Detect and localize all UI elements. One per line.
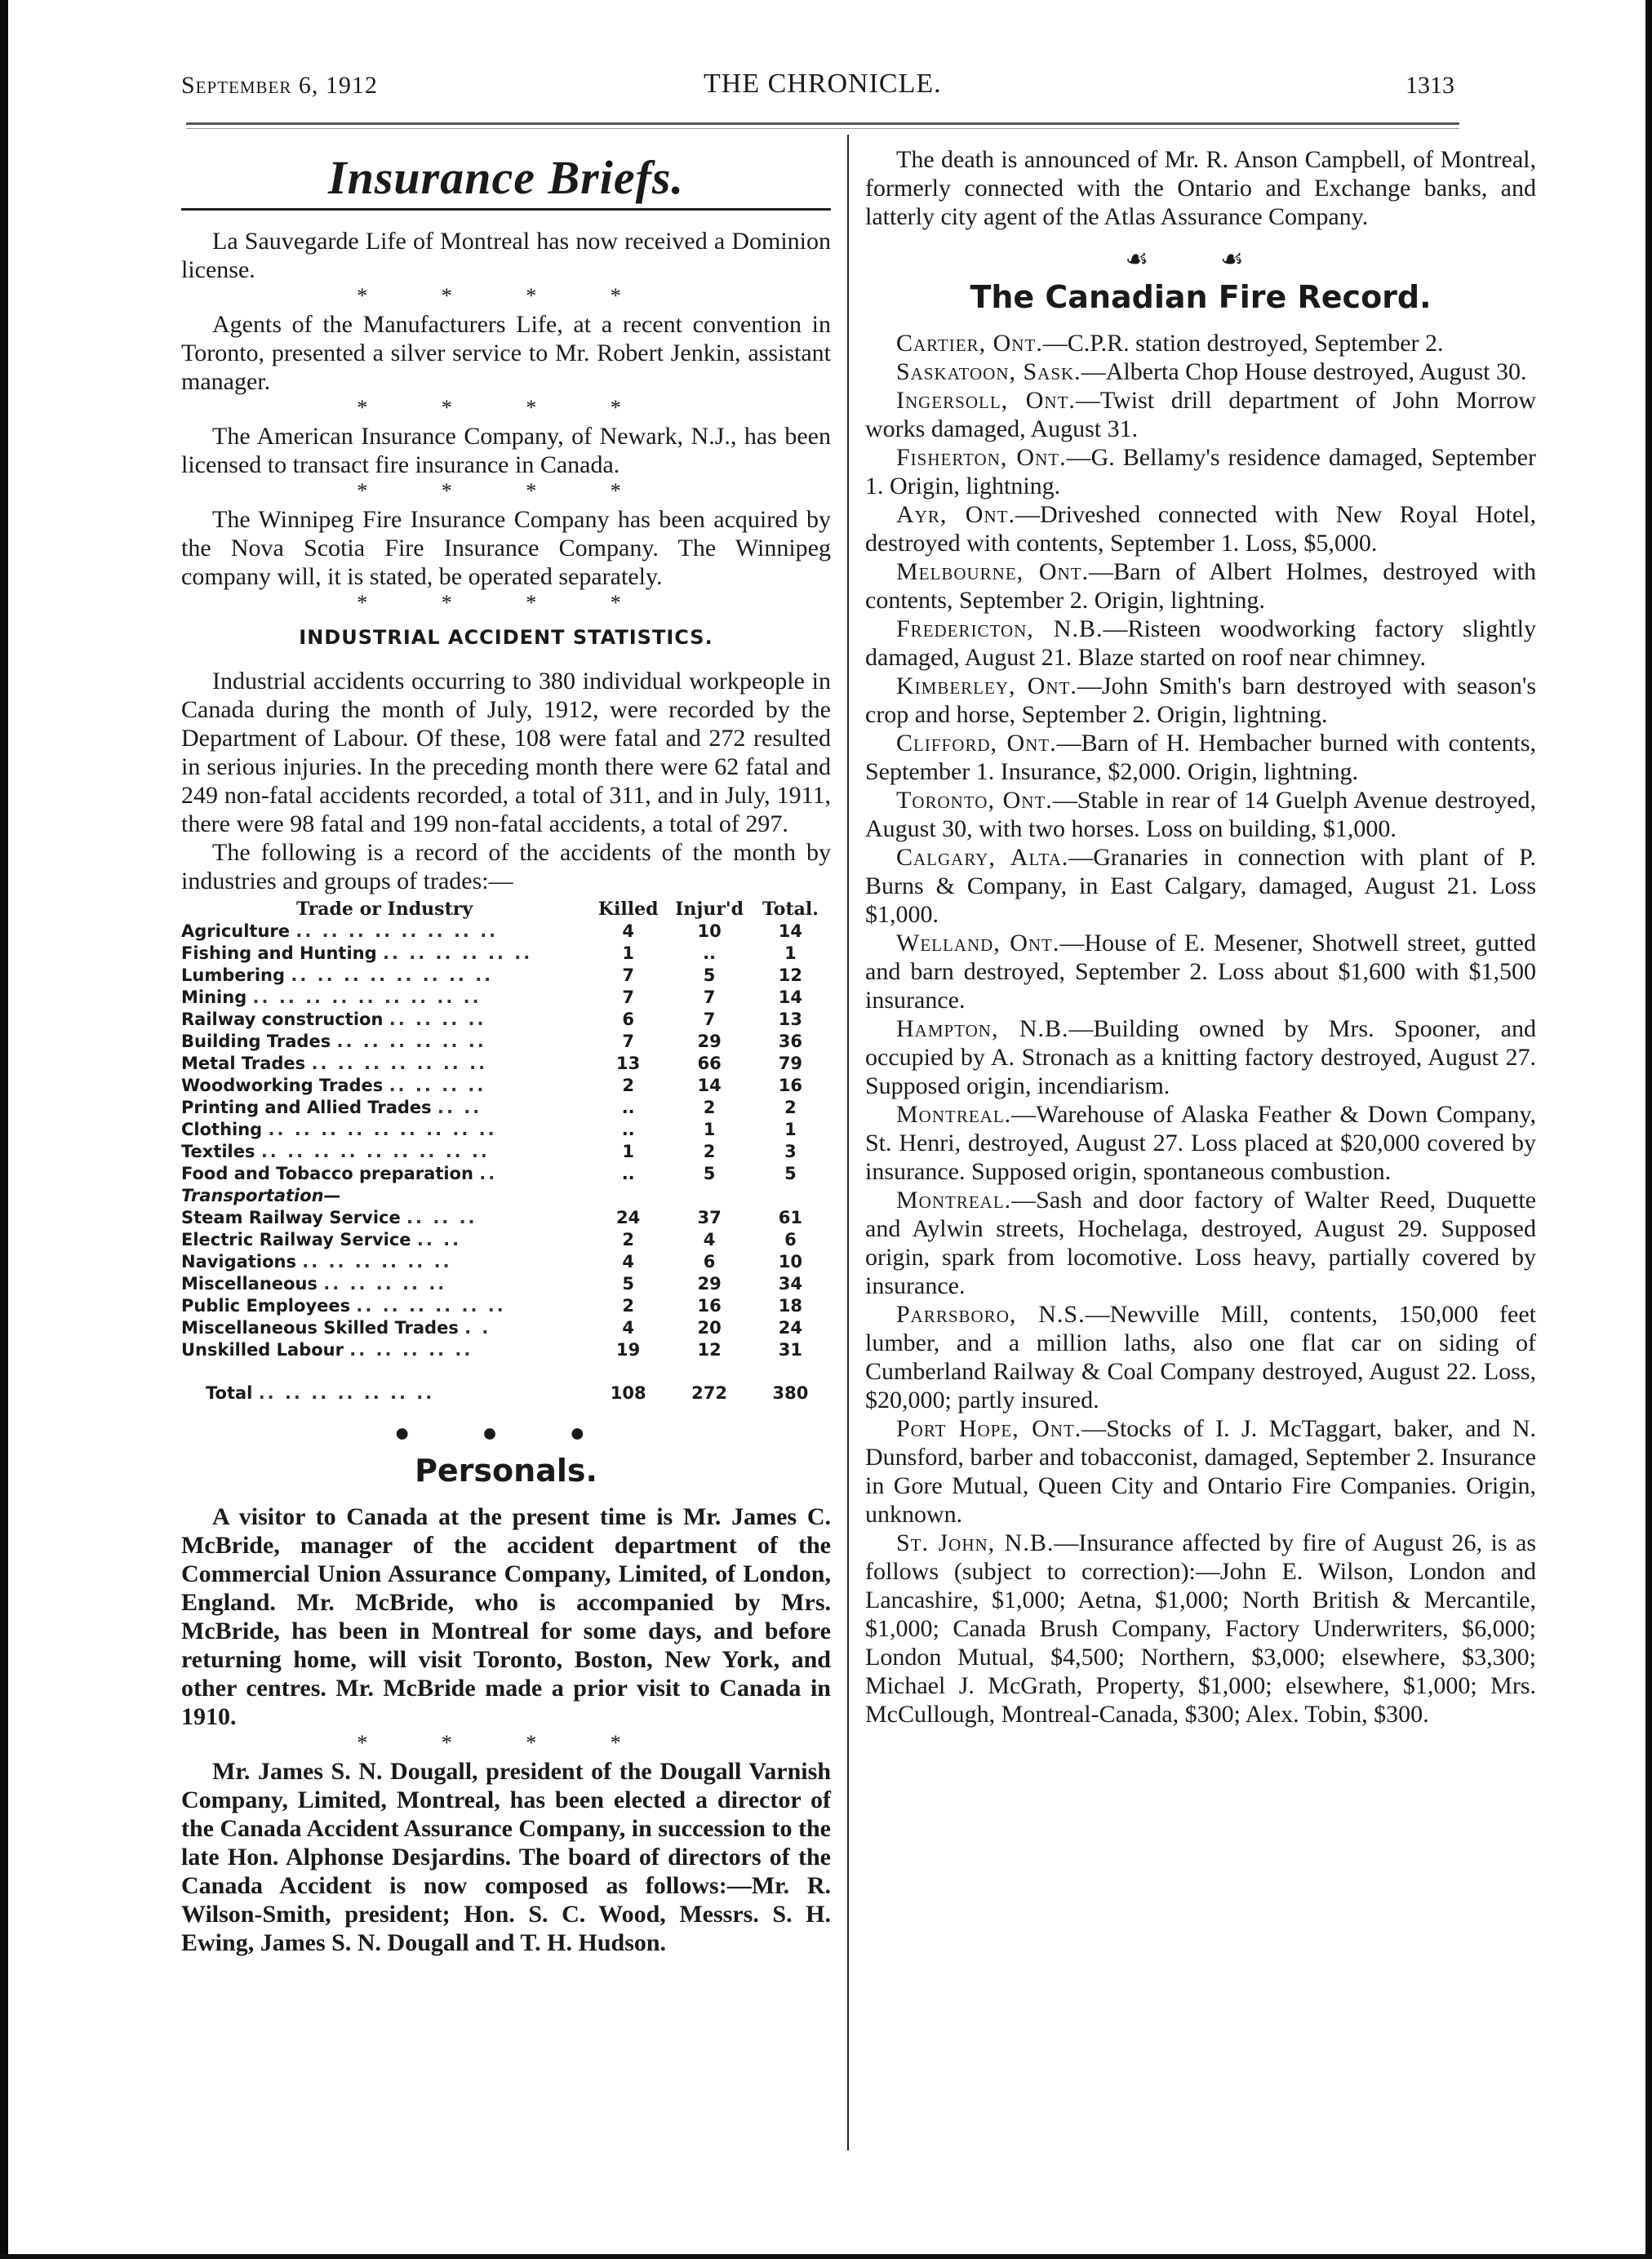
- left-column: [181, 151, 831, 1957]
- fire-entry: [865, 557, 1536, 615]
- table-row: [181, 1229, 831, 1251]
- personals-section: [181, 1502, 831, 1957]
- trade-cell: Unskilled Labour .. .. .. .. ..: [181, 1340, 473, 1360]
- injured-cell: 66: [697, 1054, 722, 1073]
- fire-entry: [865, 1300, 1536, 1414]
- total-cell: 36: [778, 1032, 803, 1051]
- fire-entry-text: —C.P.R. station destroyed, September 2.: [1042, 330, 1444, 357]
- table-row: [181, 1273, 831, 1295]
- separator-stars: * * * *: [357, 591, 655, 615]
- killed-cell: 7: [622, 965, 634, 985]
- fire-entry-text: —Newville Mill, contents, 150,000 feet lumber, and a million laths, also one flat car on siding of Cumberland Railway & Coal Company destroyed, August 22. Loss, $20,000; partly insured.: [865, 1301, 1536, 1414]
- scan-edge-left: [0, 0, 8, 2259]
- killed-cell: [588, 1185, 668, 1207]
- total-cell: 24: [778, 1318, 803, 1338]
- fire-entry-text: —House of E. Mesener, Shotwell street, gutted and barn destroyed, September 2. Loss about $1,600 with $1,500 insurance.: [865, 930, 1537, 1014]
- fire-entry-text: —Insurance affected by fire of August 26, is as follows (subject to correction):—John E. Wilson, London and Lancashire, $1,000; Aetna, $1,000; North British & Mercantile, $1,000; Canada Brush Company, Factory Underwriters, $6,000; London Mutual, $4,500; Northern, $3,000; elsewhere, $3,300; Michael J. McGrath, Property, $1,000; elsewhere, $1,000; Mrs. McCullough, Montreal-Canada, $300; Alex. Tobin, $300.: [865, 1529, 1537, 1728]
- column-header: Total.: [762, 899, 819, 920]
- table-row: [181, 987, 831, 1009]
- injured-cell: [668, 1185, 750, 1207]
- table-row: [181, 1317, 831, 1339]
- personal-item: Mr. James S. N. Dougall, president of the Dougall Varnish Company, Limited, Montreal, has been elected a director of the Canada Accident Assurance Company, in succession to the late Hon. Alphonse Desjardins. The board of directors of the Canada Accident is now composed as follows:—Mr. R. Wilson-Smith, president; Hon. S. C. Wood, Messrs. S. H. Ewing, James S. N. Dougall and T. H. Hudson.: [181, 1758, 831, 1956]
- total-cell: 61: [778, 1208, 803, 1227]
- table-row: [181, 1339, 831, 1361]
- fire-entry-text: —Granaries in connection with plant of P. Burns & Company, in East Calgary, damaged, August 21. Loss $1,000.: [865, 844, 1536, 928]
- total-cell: 31: [778, 1340, 803, 1360]
- table-row: [181, 1207, 831, 1229]
- accident-statistics-heading: INDUSTRIAL ACCIDENT STATISTICS.: [299, 626, 713, 649]
- total-cell: 79: [778, 1054, 803, 1073]
- trade-cell: Metal Trades .. .. .. .. .. .. ..: [181, 1054, 488, 1073]
- fire-entry: [865, 843, 1536, 929]
- total-cell: 34: [778, 1274, 803, 1294]
- trade-cell: Public Employees .. .. .. .. .. ..: [181, 1296, 506, 1316]
- table-row: [181, 1053, 831, 1075]
- killed-cell: 1: [622, 1142, 634, 1161]
- injured-cell: 5: [703, 1164, 716, 1183]
- fire-entry-place: Hampton, N.B.: [896, 1015, 1069, 1042]
- killed-cell: 2: [622, 1296, 634, 1316]
- fire-entry-place: Fredericton, N.B.: [896, 615, 1104, 642]
- statistics-paragraph: Industrial accidents occurring to 380 individual workpeople in Canada during the month of July, 1912, were recorded by the Department of Labour. Of these, 108 were fatal and 272 resulted in serious injuries. In the preceding month there were 62 fatal and 249 non-fatal accidents recorded, a total of 311, and in July, 1911, there were 98 fatal and 199 non-fatal accidents, a total of 297.: [181, 668, 831, 837]
- fire-entry-place: St. John, N.B.: [896, 1529, 1055, 1556]
- right-column: [865, 145, 1536, 1729]
- brief-item: Agents of the Manufacturers Life, at a recent convention in Toronto, presented a silver service to Mr. Robert Jenkin, assistant manager.: [181, 311, 831, 395]
- trade-cell: Lumbering .. .. .. .. .. .. .. ..: [181, 965, 494, 985]
- fire-entry: [865, 1529, 1536, 1729]
- column-header: Killed: [597, 899, 659, 920]
- trade-cell: Mining .. .. .. .. .. .. .. .. ..: [181, 987, 482, 1007]
- fire-entry: [865, 386, 1536, 443]
- fire-entry-text: —Alberta Chop House destroyed, August 30.: [1081, 358, 1527, 385]
- publication-title: THE CHRONICLE.: [704, 69, 942, 99]
- trade-cell: Navigations .. .. .. .. .. ..: [181, 1252, 452, 1272]
- scan-edge-bottom: [0, 2254, 1652, 2259]
- fire-entry-place: Melbourne, Ont.: [896, 558, 1090, 585]
- fire-entry-place: Clifford, Ont.: [896, 730, 1057, 757]
- injured-cell: 5: [703, 965, 716, 985]
- personal-item: A visitor to Canada at the present time is Mr. James C. McBride, manager of the accident department of the Commercial Union Assurance Company, Limited, of London, England. Mr. McBride, who is accompanied by Mrs. McBride, has been in Montreal for some days, and before returning home, will visit Toronto, Boston, New York, and other centres. Mr. McBride made a prior visit to Canada in 1910.: [181, 1503, 831, 1730]
- table-row: [181, 1009, 831, 1031]
- fire-entry-text: —Barn of H. Hembacher burned with contents, September 1. Insurance, $2,000. Origin, lightning.: [865, 730, 1536, 785]
- total-cell: 18: [778, 1296, 803, 1316]
- total-cell: 16: [778, 1076, 803, 1095]
- scan-edge-right: [1645, 0, 1652, 2259]
- brief-item: The Winnipeg Fire Insurance Company has been acquired by the Nova Scotia Fire Insurance Company. The Winnipeg company will, it is stated, be operated separately.: [181, 506, 831, 590]
- fire-entry-text: —Risteen woodworking factory slightly damaged, August 21. Blaze started on roof near chimney.: [865, 615, 1536, 671]
- fire-entry: [865, 672, 1536, 729]
- table-row: [181, 1075, 831, 1097]
- table-row: [181, 1097, 831, 1119]
- trade-cell: Printing and Allied Trades .. ..: [181, 1098, 482, 1117]
- personals-title: Personals.: [415, 1453, 597, 1489]
- injured-cell: ..: [703, 943, 717, 963]
- injured-cell: 1: [703, 1120, 716, 1139]
- injured-cell: 14: [697, 1076, 722, 1095]
- trade-cell: Clothing .. .. .. .. .. .. .. .. ..: [181, 1120, 497, 1139]
- injured-cell: 2: [703, 1098, 716, 1117]
- injured-cell: 20: [697, 1318, 722, 1338]
- column-rule: [847, 135, 849, 2150]
- killed-cell: 4: [622, 1318, 634, 1338]
- fire-entry-place: Montreal.: [896, 1187, 1012, 1214]
- trade-cell: Agriculture .. .. .. .. .. .. .. ..: [181, 921, 499, 941]
- total-cell: [750, 1185, 831, 1207]
- fire-record-title: The Canadian Fire Record.: [970, 279, 1432, 315]
- trade-cell: Woodworking Trades .. .. .. ..: [181, 1076, 486, 1095]
- table-row: [181, 965, 831, 987]
- injured-cell: 37: [697, 1208, 722, 1227]
- section-ornament: ● ● ●: [394, 1418, 618, 1447]
- killed-cell: 4: [622, 921, 634, 941]
- fire-entry-text: —Driveshed connected with New Royal Hotel, destroyed with contents, September 1. Loss, $5,000.: [865, 501, 1536, 557]
- total-cell: 5: [784, 1164, 797, 1183]
- injured-cell: 12: [697, 1340, 722, 1360]
- table-row: [181, 943, 831, 965]
- killed-cell: 4: [622, 1252, 634, 1272]
- table-row: [181, 921, 831, 943]
- killed-cell: ..: [621, 1120, 635, 1139]
- separator-stars: * * * *: [357, 1731, 655, 1755]
- fire-entry-text: —Twist drill department of John Morrow works damaged, August 31.: [865, 387, 1536, 442]
- fire-entry-place: Saskatoon, Sask.: [896, 358, 1081, 385]
- fire-entry: [865, 1414, 1536, 1529]
- fire-entry: [865, 329, 1536, 357]
- total-label-cell: Total .. .. .. .. .. .. ..: [206, 1383, 435, 1403]
- table-row: [181, 1141, 831, 1163]
- total-cell: 1: [784, 943, 797, 963]
- issue-date: September 6, 1912: [181, 72, 378, 99]
- fire-entry-place: Calgary, Alta.: [896, 844, 1069, 871]
- total-cell: 12: [778, 965, 803, 985]
- total-total-cell: 380: [772, 1383, 809, 1403]
- header-rule: [186, 122, 1459, 125]
- separator-stars: * * * *: [357, 284, 655, 308]
- fire-entry: [865, 729, 1536, 786]
- section-ornament: ☙ ☙: [1125, 244, 1277, 273]
- killed-cell: 19: [616, 1340, 641, 1360]
- table-row: [181, 1185, 831, 1207]
- total-cell: 1: [784, 1120, 797, 1139]
- fire-entry: [865, 357, 1536, 386]
- brief-item: The American Insurance Company, of Newark, N.J., has been licensed to transact fire insurance in Canada.: [181, 423, 831, 478]
- fire-record-list: [865, 329, 1536, 1729]
- fire-entry-place: Kimberley, Ont.: [896, 672, 1077, 699]
- fire-entry-text: —John Smith's barn destroyed with season's crop and horse, September 2. Origin, lightning.: [865, 672, 1537, 728]
- injured-cell: 6: [703, 1252, 716, 1272]
- statistics-paragraph: The following is a record of the accidents of the month by industries and groups of trades:—: [181, 839, 831, 894]
- brief-item: La Sauvegarde Life of Montreal has now received a Dominion license.: [181, 228, 831, 283]
- injured-cell: 10: [697, 921, 722, 941]
- title-rule: [181, 208, 831, 211]
- injured-cell: 16: [697, 1296, 722, 1316]
- fire-entry-place: Ingersoll, Ont.: [896, 387, 1076, 414]
- total-cell: 14: [778, 987, 803, 1007]
- trade-cell: Steam Railway Service .. .. ..: [181, 1208, 477, 1227]
- injured-cell: 29: [697, 1032, 722, 1051]
- total-cell: 13: [778, 1010, 803, 1029]
- fire-entry-place: Fisherton, Ont.: [896, 444, 1067, 471]
- fire-entry-place: Port Hope, Ont.: [896, 1415, 1082, 1442]
- fire-entry-place: Toronto, Ont.: [896, 787, 1053, 814]
- killed-cell: 7: [622, 1032, 634, 1051]
- fire-entry: [865, 615, 1536, 672]
- trade-cell: Textiles .. .. .. .. .. .. .. .. ..: [181, 1142, 490, 1161]
- total-cell: 3: [784, 1142, 797, 1161]
- trade-cell: Building Trades .. .. .. .. .. ..: [181, 1032, 486, 1051]
- injured-cell: 7: [703, 1010, 716, 1029]
- page-number: 1313: [1406, 72, 1454, 99]
- total-killed-cell: 108: [610, 1383, 646, 1403]
- column-header: Trade or Industry: [295, 899, 473, 920]
- fire-entry: [865, 1100, 1536, 1186]
- killed-cell: 6: [622, 1010, 634, 1029]
- table-header-row: [181, 899, 831, 921]
- fire-entry-place: Parrsboro, N.S.: [896, 1301, 1086, 1328]
- fire-entry-place: Cartier, Ont.: [896, 330, 1043, 357]
- insurance-briefs-title: Insurance Briefs.: [328, 151, 684, 204]
- trade-cell: Electric Railway Service .. ..: [181, 1230, 462, 1249]
- fire-entry-text: —Warehouse of Alaska Feather & Down Company, St. Henri, destroyed, August 27. Loss placed at $20,000 covered by insurance. Supposed origin, spontaneous combustion.: [865, 1101, 1536, 1185]
- fire-entry-text: —G. Bellamy's residence damaged, September 1. Origin, lightning.: [865, 444, 1536, 499]
- killed-cell: ..: [621, 1164, 635, 1183]
- fire-entry-text: —Stable in rear of 14 Guelph Avenue destroyed, August 30, with two horses. Loss on building, $1,000.: [865, 787, 1536, 842]
- fire-entry: [865, 1186, 1536, 1300]
- killed-cell: 2: [622, 1076, 634, 1095]
- death-notice: The death is announced of Mr. R. Anson Campbell, of Montreal, formerly connected with the Ontario and Exchange banks, and latterly city agent of the Atlas Assurance Company.: [865, 146, 1536, 230]
- column-header: Injur'd: [675, 899, 744, 920]
- total-cell: 2: [784, 1098, 797, 1117]
- separator-stars: * * * *: [357, 479, 655, 503]
- fire-entry: [865, 1014, 1536, 1100]
- fire-entry-place: Ayr, Ont.: [896, 501, 1015, 528]
- table-row: [181, 1163, 831, 1185]
- total-injured-cell: 272: [691, 1383, 727, 1403]
- table-row: [181, 1031, 831, 1053]
- injured-cell: 29: [697, 1274, 722, 1294]
- fire-entry-place: Welland, Ont.: [896, 930, 1060, 956]
- injured-cell: 7: [703, 987, 716, 1007]
- killed-cell: 2: [622, 1230, 634, 1249]
- total-cell: 10: [778, 1252, 803, 1272]
- total-cell: 6: [784, 1230, 797, 1249]
- total-cell: 14: [778, 921, 803, 941]
- accident-table: [181, 899, 831, 1405]
- table-row: [181, 1295, 831, 1317]
- fire-entry-place: Montreal.: [896, 1101, 1012, 1128]
- fire-entry-text: —Sash and door factory of Walter Reed, Duquette and Aylwin streets, Hochelaga, destroyed, August 29. Supposed origin, spark from locomotive. Loss heavy, partially covered by insurance.: [865, 1187, 1536, 1299]
- trade-cell: Fishing and Hunting .. .. .. .. .. ..: [181, 943, 533, 963]
- killed-cell: 7: [622, 987, 634, 1007]
- killed-cell: ..: [621, 1098, 635, 1117]
- trade-cell: Miscellaneous Skilled Trades . .: [181, 1318, 491, 1338]
- separator-stars: * * * *: [357, 396, 655, 419]
- killed-cell: 24: [616, 1208, 641, 1227]
- fire-entry: [865, 786, 1536, 843]
- fire-entry-text: —Barn of Albert Holmes, destroyed with contents, September 2. Origin, lightning.: [865, 558, 1536, 614]
- injured-cell: 4: [703, 1230, 716, 1249]
- killed-cell: 1: [622, 943, 634, 963]
- fire-entry-text: —Stocks of I. J. McTaggart, baker, and N. Dunsford, barber and tobacconist, damaged, September 2. Insurance in Gore Mutual, Queen City and Ontario Fire Companies. Origin, unknown.: [865, 1415, 1537, 1528]
- table-total-row: [181, 1361, 831, 1405]
- table-row: [181, 1119, 831, 1141]
- trade-cell: Food and Tobacco preparation ..: [181, 1164, 498, 1183]
- running-head: [181, 69, 1454, 109]
- trade-cell: Railway construction .. .. .. ..: [181, 1010, 486, 1029]
- killed-cell: 5: [622, 1274, 634, 1294]
- trade-group-cell: Transportation—: [181, 1186, 341, 1205]
- table-row: [181, 1251, 831, 1273]
- trade-cell: Miscellaneous .. .. .. .. ..: [181, 1274, 447, 1294]
- injured-cell: 2: [703, 1142, 716, 1161]
- fire-entry: [865, 929, 1536, 1014]
- killed-cell: 13: [616, 1054, 641, 1073]
- fire-entry: [865, 443, 1536, 500]
- fire-entry-text: —Building owned by Mrs. Spooner, and occupied by A. Stronach as a knitting factory destroyed, August 27. Supposed origin, incendiarism.: [865, 1015, 1536, 1099]
- fire-entry: [865, 500, 1536, 557]
- header-rule-thin: [186, 128, 1459, 129]
